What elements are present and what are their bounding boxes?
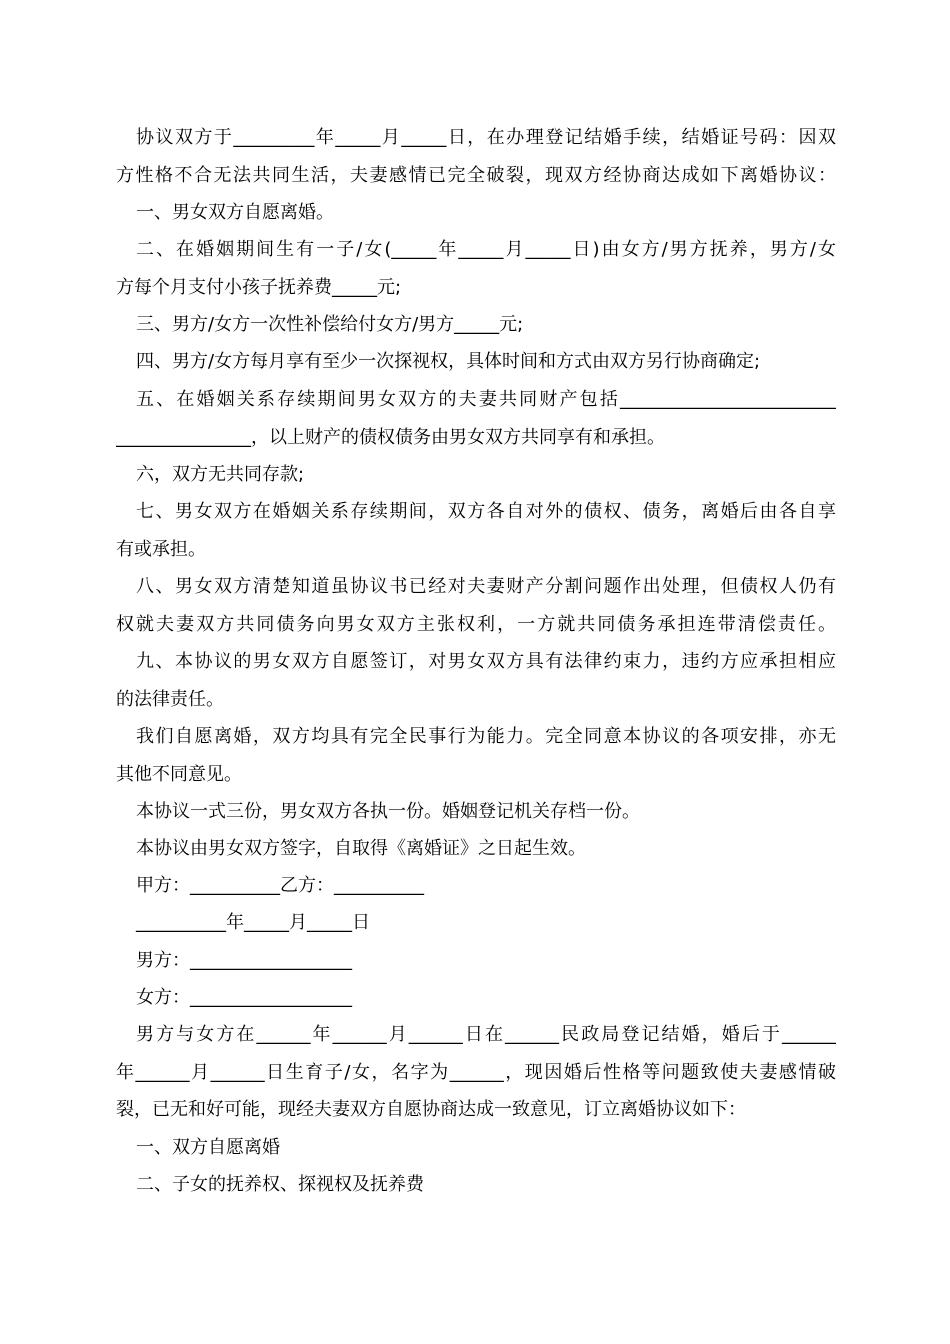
heading-voluntary-divorce bbox=[116, 1129, 836, 1167]
text-line: 一、男女双方自愿离婚。 bbox=[136, 202, 334, 223]
paragraph-clause-5 bbox=[116, 381, 836, 456]
text-line: 方每个月支付小孩子抚养费_____元; bbox=[116, 276, 402, 298]
paragraph-effective bbox=[116, 830, 836, 868]
paragraph-agreement-intro bbox=[116, 119, 836, 194]
text-line: 四、男方/女方每月享有至少一次探视权，具体时间和方式由双方另行协商确定; bbox=[136, 351, 761, 372]
paragraph-second-agreement-intro bbox=[116, 1016, 836, 1129]
text-line: 有或承担。 bbox=[116, 538, 206, 560]
paragraph-copies bbox=[116, 793, 836, 831]
text-line: 女方：__________________ bbox=[136, 987, 352, 1008]
signature-woman bbox=[116, 979, 836, 1017]
signature-date bbox=[116, 904, 836, 942]
text-line: 七、男女双方在婚姻关系存续期间，双方各自对外的债权、债务，离婚后由各自享 bbox=[136, 501, 836, 522]
paragraph-clause-1 bbox=[116, 194, 836, 232]
text-line: 二、子女的抚养权、探视权及抚养费 bbox=[136, 1174, 424, 1195]
text-line: 的法律责任。 bbox=[116, 688, 224, 710]
text-line: _______________，以上财产的债权债务由男女双方共同享有和承担。 bbox=[116, 426, 665, 448]
text-line: 甲方：__________乙方：__________ bbox=[136, 875, 424, 896]
paragraph-clause-2 bbox=[116, 231, 836, 306]
text-line: 方性格不合无法共同生活，夫妻感情已完全破裂，现双方经协商达成如下离婚协议： bbox=[116, 164, 836, 186]
text-line: 男方：__________________ bbox=[136, 950, 352, 971]
text-line: __________年_____月_____日 bbox=[136, 912, 370, 933]
text-line: 协议双方于_________年_____月_____日，在办理登记结婚手续，结婚证号码：因双 bbox=[136, 127, 836, 148]
signature-man bbox=[116, 942, 836, 980]
text-line: 我们自愿离婚，双方均具有完全民事行为能力。完全同意本协议的各项安排，亦无 bbox=[136, 726, 836, 747]
text-line: 其他不同意见。 bbox=[116, 763, 242, 785]
paragraph-voluntary-statement bbox=[116, 718, 836, 793]
text-line: 五、在婚姻关系存续期间男女双方的夫妻共同财产包括________________________ bbox=[136, 389, 836, 410]
paragraph-clause-3 bbox=[116, 306, 836, 344]
text-line: 三、男方/女方一次性补偿给付女方/男方_____元; bbox=[136, 314, 524, 335]
text-line: 本协议一式三份，男女双方各执一份。婚姻登记机关存档一份。 bbox=[136, 801, 640, 822]
text-line: 本协议由男女双方签字，自取得《离婚证》之日起生效。 bbox=[136, 838, 586, 859]
text-line: 年______月______日生育子/女，名字为______，现因婚后性格等问题致使夫妻感情破 bbox=[116, 1061, 836, 1083]
text-line: 六，双方无共同存款; bbox=[136, 464, 305, 485]
text-line: 一、双方自愿离婚 bbox=[136, 1137, 280, 1158]
paragraph-clause-6 bbox=[116, 456, 836, 494]
signature-party-a-b bbox=[116, 867, 836, 905]
paragraph-clause-8 bbox=[116, 568, 836, 643]
paragraph-clause-4 bbox=[116, 343, 836, 381]
text-line: 九、本协议的男女双方自愿签订，对男女双方具有法律约束力，违约方应承担相应 bbox=[136, 651, 836, 672]
text-line: 八、男女双方清楚知道虽协议书已经对夫妻财产分割问题作出处理，但债权人仍有 bbox=[136, 576, 836, 597]
paragraph-clause-9 bbox=[116, 643, 836, 718]
heading-child-custody bbox=[116, 1166, 836, 1204]
paragraph-clause-7 bbox=[116, 493, 836, 568]
text-line: 权就夫妻双方共同债务向男女双方主张权利，一方就共同债务承担连带清偿责任。 bbox=[116, 613, 836, 635]
text-line: 裂，已无和好可能，现经夫妻双方自愿协商达成一致意见，订立离婚协议如下： bbox=[116, 1099, 746, 1120]
text-line: 二、在婚姻期间生有一子/女(_____年_____月_____日)由女方/男方抚养，男方/女 bbox=[136, 239, 836, 260]
text-line: 男方与女方在______年______月______日在______民政局登记结婚，婚后于______ bbox=[136, 1024, 836, 1045]
